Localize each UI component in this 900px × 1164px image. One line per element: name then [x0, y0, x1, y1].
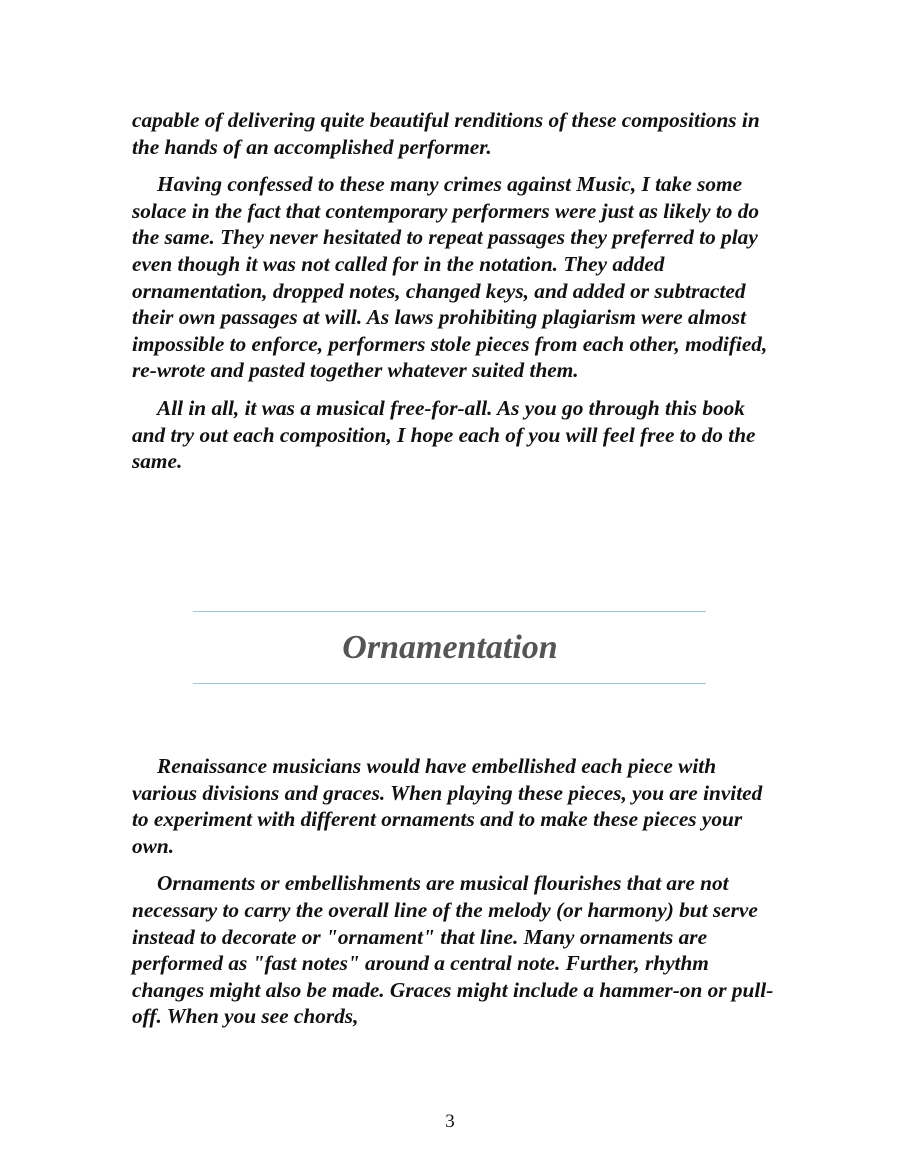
heading-rule-bottom: [193, 683, 706, 684]
paragraph-ornaments-definition: Ornaments or embellishments are musical flourishes that are not necessary to carry the overall line of the melody (or harmony) but serve instead to decorate or "ornament" that line. Many ornaments are performed as "fast notes" around a central note. Further, rhythm changes might also be made. Graces might include a hammer-on or pull-off. When you see chords,: [132, 871, 774, 1029]
continuation-paragraph: capable of delivering quite beautiful renditions of these compositions in the hands of an accomplished performer.: [132, 108, 760, 159]
bottom-text-block: [132, 753, 782, 1030]
section-heading: Ornamentation: [342, 629, 558, 666]
top-text-block: [132, 107, 782, 475]
paragraph-crimes-against-music: Having confessed to these many crimes against Music, I take some solace in the fact that contemporary performers were just as likely to do the same. They never hesitated to repeat passages they preferred to play even though it was not called for in the notation. They added ornamentation, dropped notes, changed keys, and added or subtracted their own passages at will. As laws prohibiting plagiarism were almost impossible to enforce, performers stole pieces from each other, modified, re-wrote and pasted together whatever suited them.: [132, 172, 768, 383]
heading-rule-top: [193, 611, 706, 612]
page-number: 3: [445, 1111, 455, 1132]
paragraph-renaissance-musicians: Renaissance musicians would have embellished each piece with various divisions and graces. When playing these pieces, you are invited to experiment with different ornaments and to make these pieces your own.: [132, 754, 763, 858]
paragraph-free-for-all: All in all, it was a musical free-for-all. As you go through this book and try out each composition, I hope each of you will feel free to do the same.: [132, 395, 756, 474]
